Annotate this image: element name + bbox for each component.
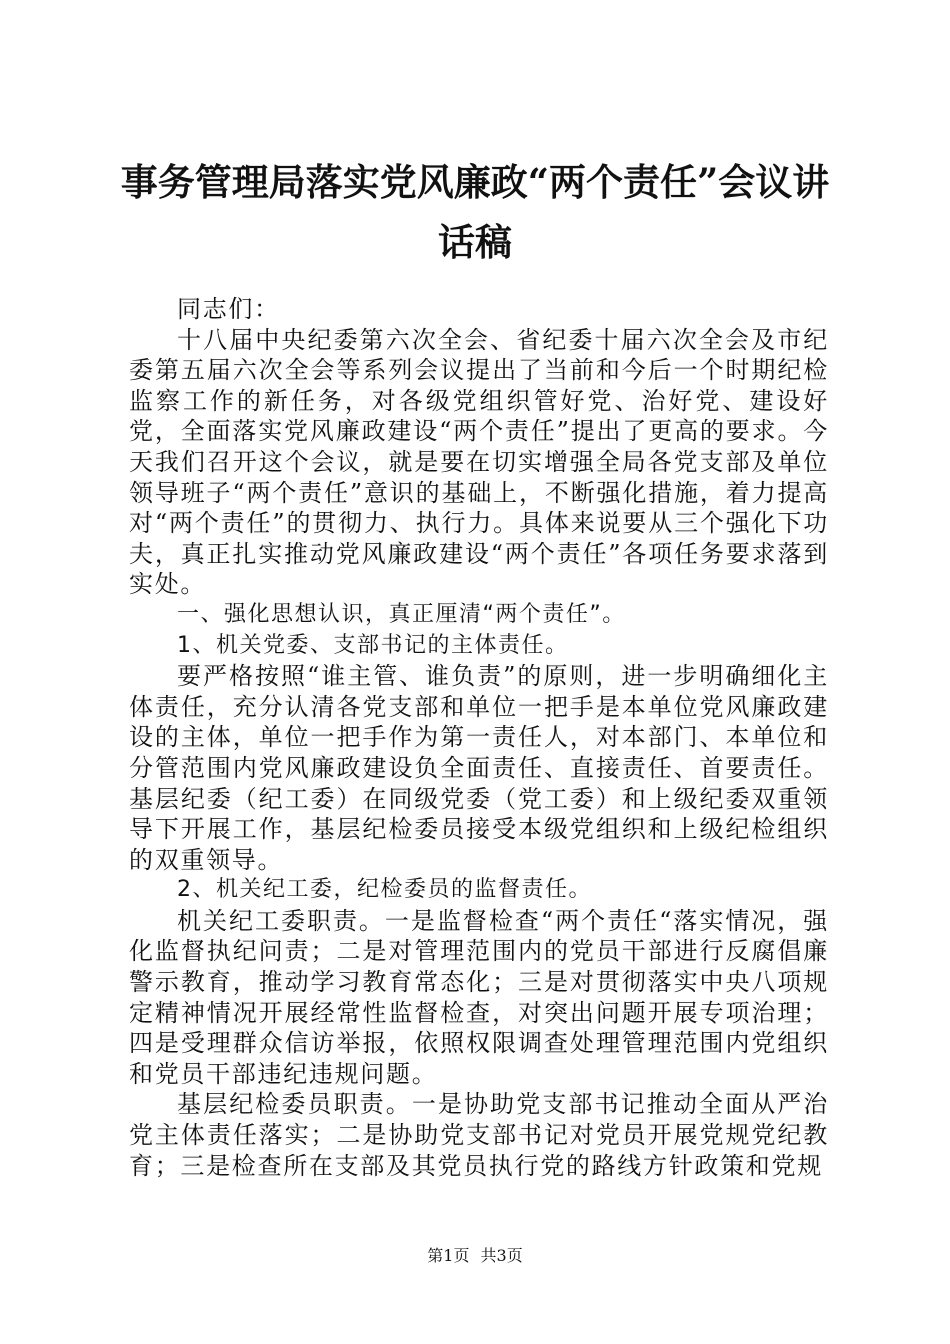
paragraph: 机关纪工委职责。一是监督检查“两个责任“落实情况，强化监督执纪问责；二是对管理范围内的党员干部进行反腐倡廉警示教育，推动学习教育常态化；三是对贯彻落实中央八项规定精神情况开展经常性监督检查，对突出问题开展专项治理；四是受理群众信访举报，依照权限调查处理管理范围内党组织和党员干部违纪违规问题。	[129, 906, 829, 1088]
paragraph: 十八届中央纪委第六次全会、省纪委十届六次全会及市纪委第五届六次全会等系列会议提出了当前和今后一个时期纪检监察工作的新任务，对各级党组织管好党、治好党、建设好党，全面落实党风廉政建设“两个责任”提出了更高的要求。今天我们召开这个会议，就是要在切实增强全局各党支部及单位领导班子“两个责任”意识的基础上，不断强化措施，着力提高对“两个责任”的贯彻力、执行力。具体来说要从三个强化下功夫，真正扎实推动党风廉政建设“两个责任”各项任务要求落到实处。	[129, 325, 829, 599]
paragraph: 基层纪检委员职责。一是协助党支部书记推动全面从严治党主体责任落实；二是协助党支部书记对党员开展党规党纪教育；三是检查所在支部及其党员执行党的路线方针政策和党规	[129, 1090, 829, 1180]
paragraph: 要严格按照“谁主管、谁负责”的原则，进一步明确细化主体责任，充分认清各党支部和单位一把手是本单位党风廉政建设的主体，单位一把手作为第一责任人，对本部门、本单位和分管范围内党风廉政建设负全面责任、直接责任、首要责任。基层纪委（纪工委）在同级党委（党工委）和上级纪委双重领导下开展工作，基层纪检委员接受本级党组织和上级纪检组织的双重领导。	[129, 662, 829, 874]
section-heading: 一、强化思想认识，真正厘清“两个责任”。	[177, 601, 626, 627]
subsection-heading: 1、机关党委、支部书记的主体责任。	[177, 632, 569, 658]
paragraph: 同志们：	[177, 295, 280, 323]
page-total: 共3页	[480, 1246, 523, 1265]
subsection-heading: 2、机关纪工委，纪检委员的监督责任。	[177, 877, 592, 903]
page-footer	[0, 1243, 950, 1266]
title-line-2: 话稿	[438, 220, 512, 264]
document-title	[100, 152, 850, 272]
page-number: 第1页	[427, 1246, 470, 1265]
document-body	[129, 294, 829, 1181]
title-line-1: 事务管理局落实党风廉政“两个责任”会议讲	[120, 160, 830, 204]
